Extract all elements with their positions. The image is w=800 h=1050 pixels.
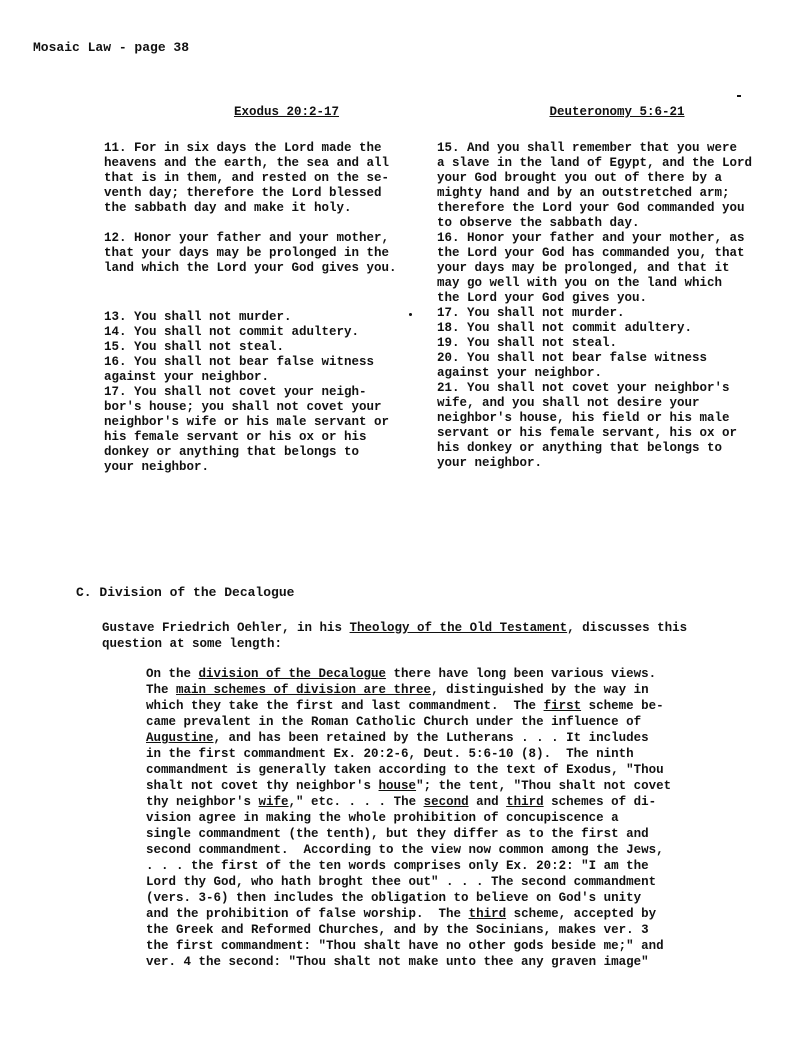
- oehler-quote: [146, 666, 706, 970]
- quote-text: , distinguished by the way in: [431, 683, 649, 697]
- quote-line: (vers. 3-6) then includes the obligation to believe on God's unity: [146, 891, 642, 905]
- quote-underline: second: [423, 795, 469, 809]
- quote-line: the Greek and Reformed Churches, and by the Socinians, makes ver. 3: [146, 923, 649, 937]
- quote-line: Lord thy God, who hath broght thee out" . . . The second commandment: [146, 875, 657, 889]
- quote-line: the first commandment: "Thou shalt have no other gods beside me;" and: [146, 939, 664, 953]
- intro-line-2: question at some length:: [102, 637, 283, 651]
- exodus-column: [104, 105, 434, 475]
- quote-text: The: [146, 683, 177, 697]
- quote-text: which they take the first and last commandment. The: [146, 699, 544, 713]
- quote-text: and the prohibition of false worship. The: [146, 907, 469, 921]
- quote-text: On the: [146, 667, 199, 681]
- intro-text-b: , discusses this: [567, 621, 688, 635]
- exodus-verse-11: 11. For in six days the Lord made the heavens and the earth, the sea and all that is in them, and rested on the se- venth day; therefore the Lord blessed the sabbath day and make it holy.: [104, 141, 390, 215]
- page-header: Mosaic Law - page 38: [33, 40, 190, 55]
- quote-underline: first: [543, 699, 582, 713]
- quote-text: scheme be-: [581, 699, 664, 713]
- intro-text-a: Gustave Friedrich Oehler, in his: [102, 621, 350, 635]
- quote-underline: division of the Decalogue: [198, 667, 387, 681]
- quote-underline: third: [506, 795, 544, 809]
- quote-line: came prevalent in the Roman Catholic Church under the influence of: [146, 715, 642, 729]
- stray-mark: [737, 95, 741, 97]
- quote-text: "; the tent, "Thou shalt not covet: [416, 779, 672, 793]
- quote-text: ," etc. . . . The: [288, 795, 424, 809]
- quote-text: thy neighbor's: [146, 795, 259, 809]
- quote-text: schemes of di-: [543, 795, 657, 809]
- quote-text: there have long been various views.: [386, 667, 657, 681]
- deuteronomy-title: Deuteronomy 5:6-21: [549, 105, 685, 119]
- quote-line: . . . the first of the ten words comprises only Ex. 20:2: "I am the: [146, 859, 649, 873]
- quote-text: scheme, accepted by: [506, 907, 657, 921]
- section-heading: C. Division of the Decalogue: [76, 585, 295, 600]
- quote-underline: third: [468, 907, 507, 921]
- exodus-title: Exodus 20:2-17: [233, 105, 340, 119]
- quote-line: second commandment. According to the view now common among the Jews,: [146, 843, 664, 857]
- quote-underline: house: [378, 779, 417, 793]
- quote-line: commandment is generally taken according to the text of Exodus, "Thou: [146, 763, 664, 777]
- deuteronomy-verses: 15. And you shall remember that you were a slave in the land of Egypt, and the Lord your God brought you out of there by a mighty hand and by an outstretched arm; therefore the Lord your God commanded you to observe the sabbath day. 16. Honor your father and your mother, as the Lord your God has commanded you, that your days may be prolonged, and that it may go well with you on the land which the Lord your God gives you. 17. You shall not murder. 18. You shall not commit adultery. 19. You shall not steal. 20. You shall not bear false witness against your neighbor. 21. You shall not covet your neighbor's wife, and you shall not desire your neighbor's house, his field or his male servant or his female servant, his ox or his donkey or anything that belongs to your neighbor.: [437, 141, 753, 470]
- exodus-verses-13-17: 13. You shall not murder. 14. You shall not commit adultery. 15. You shall not steal. 16. You shall not bear false witness against your neighbor. 17. You shall not covet your neigh- bor's house; you shall not covet your neighbor's wife or his male servant or his female servant or his ox or his donkey or anything that belongs to your neighbor.: [104, 310, 390, 474]
- quote-text: shalt not covet thy neighbor's: [146, 779, 379, 793]
- deuteronomy-column: [437, 105, 787, 471]
- quote-line: ver. 4 the second: "Thou shalt not make unto thee any graven image": [146, 955, 649, 969]
- exodus-verse-12: 12. Honor your father and your mother, that your days may be prolonged in the land which the Lord your God gives you.: [104, 231, 397, 275]
- quote-underline: Augustine: [146, 731, 214, 745]
- quote-text: , and has been retained by the Lutherans . . . It includes: [213, 731, 649, 745]
- quote-line: in the first commandment Ex. 20:2-6, Deut. 5:6-10 (8). The ninth: [146, 747, 634, 761]
- quote-text: and: [468, 795, 507, 809]
- book-title: Theology of the Old Testament: [349, 621, 568, 635]
- quote-underline: main schemes of division are three: [176, 683, 432, 697]
- quote-underline: wife: [258, 795, 289, 809]
- quote-line: vision agree in making the whole prohibition of concupiscence a: [146, 811, 619, 825]
- intro-paragraph: [102, 620, 742, 652]
- quote-line: single commandment (the tenth), but they differ as to the first and: [146, 827, 649, 841]
